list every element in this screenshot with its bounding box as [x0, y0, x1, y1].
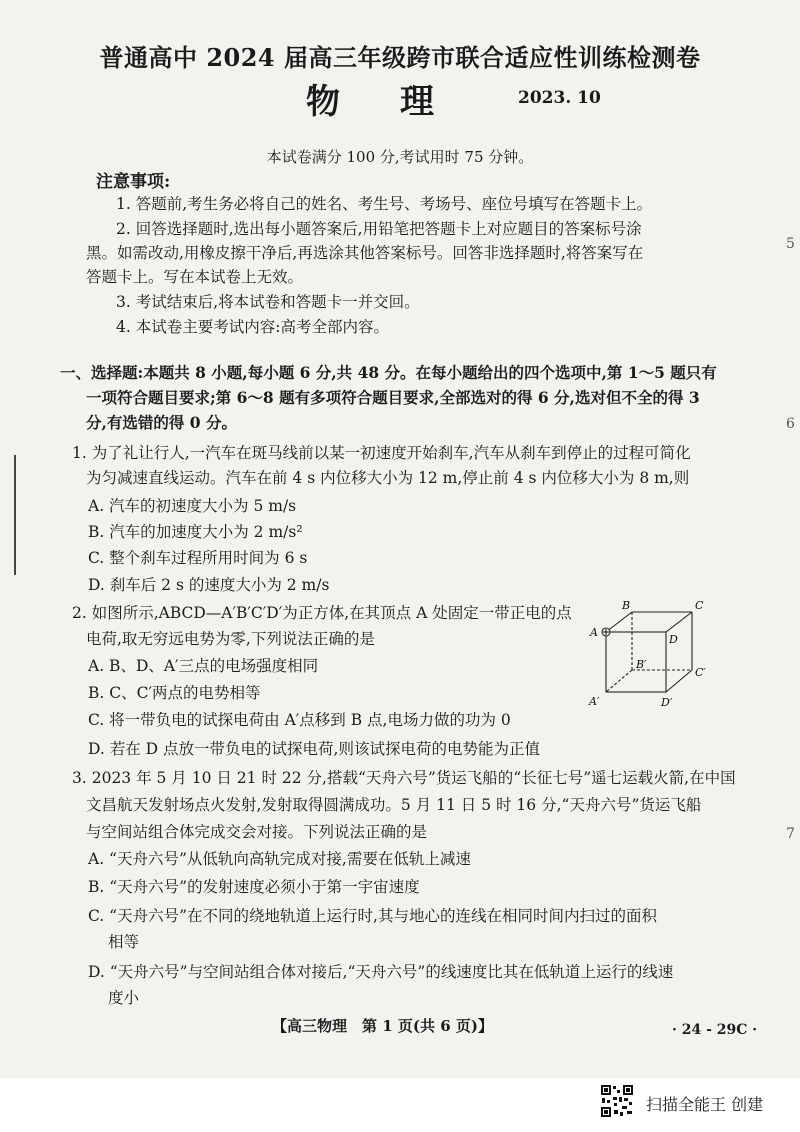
notice-line: 黑。如需改动,用橡皮擦干净后,再选涂其他答案标号。回答非选择题时,将答案写在 — [86, 244, 644, 262]
cube-hidden-edge — [606, 670, 632, 692]
question-2-stem: 电荷,取无穷远电势为零,下列说法正确的是 — [86, 630, 375, 648]
cube-figure — [588, 598, 708, 713]
edge-mark: 7 — [786, 826, 795, 842]
vertex-label-b: B — [622, 599, 631, 612]
paper-code: · 24 - 29C · — [672, 1022, 758, 1038]
question-2-option: B. C、C′两点的电势相等 — [88, 684, 261, 702]
notice-line: 答题卡上。写在本试卷上无效。 — [86, 268, 304, 286]
qr-code-icon — [600, 1084, 634, 1118]
edge-mark: 5 — [786, 236, 795, 252]
page-footer: 【高三物理 第 1 页(共 6 页)】 — [272, 1017, 493, 1035]
question-2-option: A. B、D、A′三点的电场强度相同 — [88, 657, 319, 675]
exam-date: 2023. 10 — [518, 88, 601, 108]
score-line: 本试卷满分 100 分,考试用时 75 分钟。 — [266, 148, 534, 166]
section-instructions: 一、选择题:本题共 8 小题,每小题 6 分,共 48 分。在每小题给出的四个选项中,第 1～5 题只有 — [60, 363, 717, 382]
notice-line: 3. 考试结束后,将本试卷和答题卡一并交回。 — [116, 293, 420, 311]
vertex-label-b-prime: B′ — [636, 658, 647, 671]
question-3-stem: 文昌航天发射场点火发射,发射取得圆满成功。5 月 11 日 5 时 16 分,“天舟六号”货运飞船 — [86, 796, 702, 814]
question-1-option: C. 整个刹车过程所用时间为 6 s — [88, 549, 308, 567]
cube-edge — [606, 612, 632, 632]
question-3-option: 度小 — [108, 989, 140, 1007]
section-instructions: 分,有选错的得 0 分。 — [86, 413, 237, 432]
question-1-stem: 1. 为了礼让行人,一汽车在斑马线前以某一初速度开始刹车,汽车从刹车到停止的过程可简化 — [72, 444, 691, 462]
question-1-option: A. 汽车的初速度大小为 5 m/s — [88, 497, 297, 515]
section-instructions: 一项符合题目要求;第 6～8 题有多项符合题目要求,全部选对的得 6 分,选对但不全的得 3 — [86, 388, 700, 407]
edge-mark: 6 — [786, 416, 795, 432]
subject-title: 物理 — [306, 82, 494, 122]
cube-edge — [666, 612, 692, 632]
vertex-label-c-prime: C′ — [695, 666, 706, 679]
question-1-option: D. 刹车后 2 s 的速度大小为 2 m/s — [88, 576, 330, 594]
question-1-stem: 为匀减速直线运动。汽车在前 4 s 内位移大小为 12 m,停止前 4 s 内位移大小为 8 m,则 — [86, 469, 690, 487]
cube-edge — [666, 670, 692, 692]
question-2-option: C. 将一带负电的试探电荷由 A′点移到 B 点,电场力做的功为 0 — [88, 711, 511, 729]
question-3-option: A. “天舟六号”从低轨向高轨完成对接,需要在低轨上减速 — [88, 850, 471, 868]
question-1-option: B. 汽车的加速度大小为 2 m/s² — [88, 523, 303, 541]
vertex-label-d-prime: D′ — [661, 696, 673, 709]
question-2-option: D. 若在 D 点放一带负电的试探电荷,则该试探电荷的电势能为正值 — [88, 740, 540, 758]
question-3-stem: 与空间站组合体完成交会对接。下列说法正确的是 — [86, 823, 428, 841]
vertex-label-c: C — [695, 599, 704, 612]
notice-line: 4. 本试卷主要考试内容:高考全部内容。 — [116, 318, 389, 336]
question-3-option: D. “天舟六号”与空间站组合体对接后,“天舟六号”的线速度比其在低轨道上运行的线速 — [88, 963, 674, 981]
question-3-option: C. “天舟六号”在不同的绕地轨道上运行时,其与地心的连线在相同时间内扫过的面积 — [88, 907, 657, 925]
vertex-label-a: A — [590, 626, 598, 639]
notice-line: 1. 答题前,考生务必将自己的姓名、考生号、考场号、座位号填写在答题卡上。 — [116, 195, 653, 213]
notice-line: 2. 回答选择题时,选出每小题答案后,用铅笔把答题卡上对应题目的答案标号涂 — [116, 220, 642, 238]
vertex-label-a-prime: A′ — [589, 695, 600, 708]
scanner-watermark: 扫描全能王 创建 — [646, 1095, 764, 1114]
question-3-option: 相等 — [108, 933, 140, 951]
exam-title: 普通高中 2024 届高三年级跨市联合适应性训练检测卷 — [99, 43, 701, 72]
vertex-label-d: D — [669, 633, 678, 646]
question-2-stem: 2. 如图所示,ABCD—A′B′C′D′为正方体,在其顶点 A 处固定一带正电的点 — [72, 604, 572, 622]
margin-rule — [14, 455, 16, 575]
notice-heading: 注意事项: — [96, 172, 171, 192]
question-3-option: B. “天舟六号”的发射速度必须小于第一宇宙速度 — [88, 878, 420, 896]
question-3-stem: 3. 2023 年 5 月 10 日 21 时 22 分,搭载“天舟六号”货运飞船的“长征七号”遥七运载火箭,在中国 — [72, 769, 736, 787]
